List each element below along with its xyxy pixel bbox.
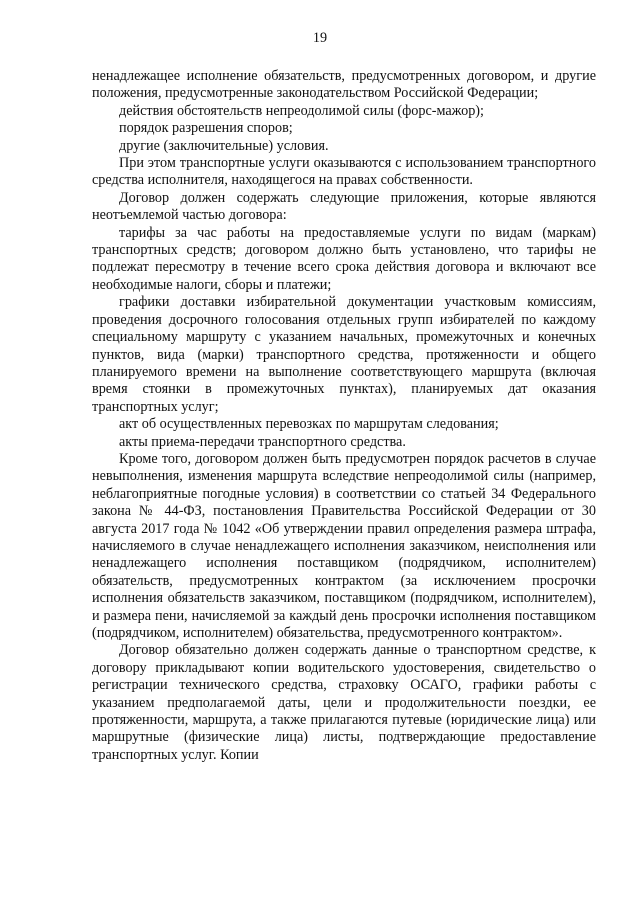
paragraph-transport-ownership: При этом транспортные услуги оказываются с использованием транспортного средства исполнителя, находящегося на правах собственности.	[92, 155, 596, 189]
paragraph-transport-act: акт об осуществленных перевозках по маршрутам следования;	[119, 416, 499, 433]
body-text	[92, 68, 596, 764]
paragraph-obligations: ненадлежащее исполнение обязательств, предусмотренных договором, и другие положения, предусмотренные законодательством Российской Федерации;	[92, 68, 596, 102]
paragraph-dispute-resolution: порядок разрешения споров;	[119, 120, 293, 137]
paragraph-final-conditions: другие (заключительные) условия.	[119, 137, 329, 154]
paragraph-contract-appendices: Договор должен содержать следующие приложения, которые являются неотъемлемой частью договора:	[92, 189, 596, 224]
paragraph-delivery-schedules: графики доставки избирательной документации участковым комиссиям, проведения досрочного голосования отдельных групп избирателей по каждому специальному маршруту с указанием начальных, промежуточных и конечных пунктов, вида (марки) транспортного средства, протяженности и общего планируемого времени на выполнение соответствующего маршрута (включая время стоянки в промежуточных пунктах), планируемых дат оказания транспортных услуг;	[92, 294, 596, 415]
paragraph-force-majeure: действия обстоятельств непреодолимой силы (форс-мажор);	[119, 102, 484, 119]
page-number: 19	[312, 30, 328, 46]
paragraph-payment-procedure: Кроме того, договором должен быть предусмотрен порядок расчетов в случае невыполнения, изменения маршрута вследствие непреодолимой силы (например, неблагоприятные погодные условия) в соответствии со статьей 34 Федерального закона № 44-ФЗ, постановления Правительства Российской Федерации от 30 августа 2017 года № 1042 «Об утверждении правил определения размера штрафа, начисляемого в случае ненадлежащего исполнения заказчиком, неисполнения или ненадлежащего исполнения поставщиком (подрядчиком, исполнителем) обязательств, предусмотренных контрактом (за исключением просрочки исполнения обязательств заказчиком, поставщиком (подрядчиком, исполнителем), и размера пени, начисляемой за каждый день просрочки исполнения поставщиком (подрядчиком, исполнителем) обязательства, предусмотренного контрактом».	[92, 450, 596, 641]
paragraph-tariffs: тарифы за час работы на предоставляемые услуги по видам (маркам) транспортных средств; договором должно быть установлено, что тарифы не подлежат пересмотру в течение всего срока действия договора и включают все необходимые налоги, сборы и платежи;	[92, 224, 596, 293]
paragraph-vehicle-data: Договор обязательно должен содержать данные о транспортном средстве, к договору прикладывают копии водительского удостоверения, свидетельство о регистрации технического средства, страховку ОСАГО, графики работы с указанием предполагаемой даты, цели и продолжительности поездки, ее протяженности, маршрута, а также прилагаются путевые (юридические лица) или маршрутные (физические лица) листы, подтверждающие предоставление транспортных услуг. Копии	[92, 642, 596, 763]
paragraph-transfer-acts: акты приема-передачи транспортного средства.	[119, 433, 406, 450]
